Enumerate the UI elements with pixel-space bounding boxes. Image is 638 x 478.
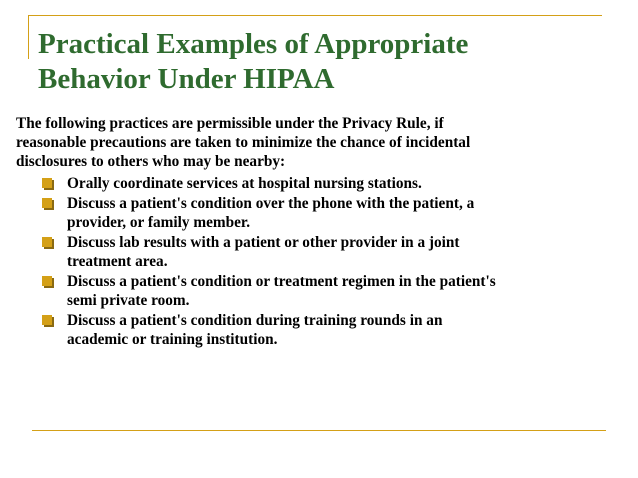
bottom-rule xyxy=(32,430,606,431)
slide-title-line: Behavior Under HIPAA xyxy=(38,63,335,95)
list-item-line: semi private room. xyxy=(67,292,190,309)
intro-paragraph xyxy=(16,114,616,171)
list-item xyxy=(42,194,622,233)
intro-line: reasonable precautions are taken to minimize the chance of incidental xyxy=(16,134,471,151)
slide-title-line: Practical Examples of Appropriate xyxy=(38,28,469,60)
intro-line: disclosures to others who may be nearby: xyxy=(16,153,286,170)
list-item-line: Discuss a patient's condition over the phone with the patient, a xyxy=(67,194,475,212)
list-item xyxy=(42,233,622,272)
list-item xyxy=(42,174,622,194)
examples-list xyxy=(42,174,622,350)
left-rule xyxy=(28,15,29,59)
list-item-line: Discuss a patient's condition or treatment regimen in the patient's xyxy=(67,272,496,290)
list-item-line: Orally coordinate services at hospital nursing stations. xyxy=(67,175,422,192)
square-bullet-icon xyxy=(42,276,52,286)
slide-title xyxy=(38,27,618,97)
list-item xyxy=(42,272,622,311)
list-item-line: academic or training institution. xyxy=(67,331,278,348)
list-item-line: Discuss lab results with a patient or other provider in a joint xyxy=(67,233,460,251)
list-item-line: Discuss a patient's condition during training rounds in an xyxy=(67,311,443,329)
square-bullet-icon xyxy=(42,178,52,188)
top-rule xyxy=(28,15,602,16)
list-item xyxy=(42,311,622,350)
list-item-line: provider, or family member. xyxy=(67,214,251,231)
square-bullet-icon xyxy=(42,315,52,325)
square-bullet-icon xyxy=(42,237,52,247)
square-bullet-icon xyxy=(42,198,52,208)
list-item-line: treatment area. xyxy=(67,253,168,270)
intro-line: The following practices are permissible under the Privacy Rule, if xyxy=(16,115,444,132)
